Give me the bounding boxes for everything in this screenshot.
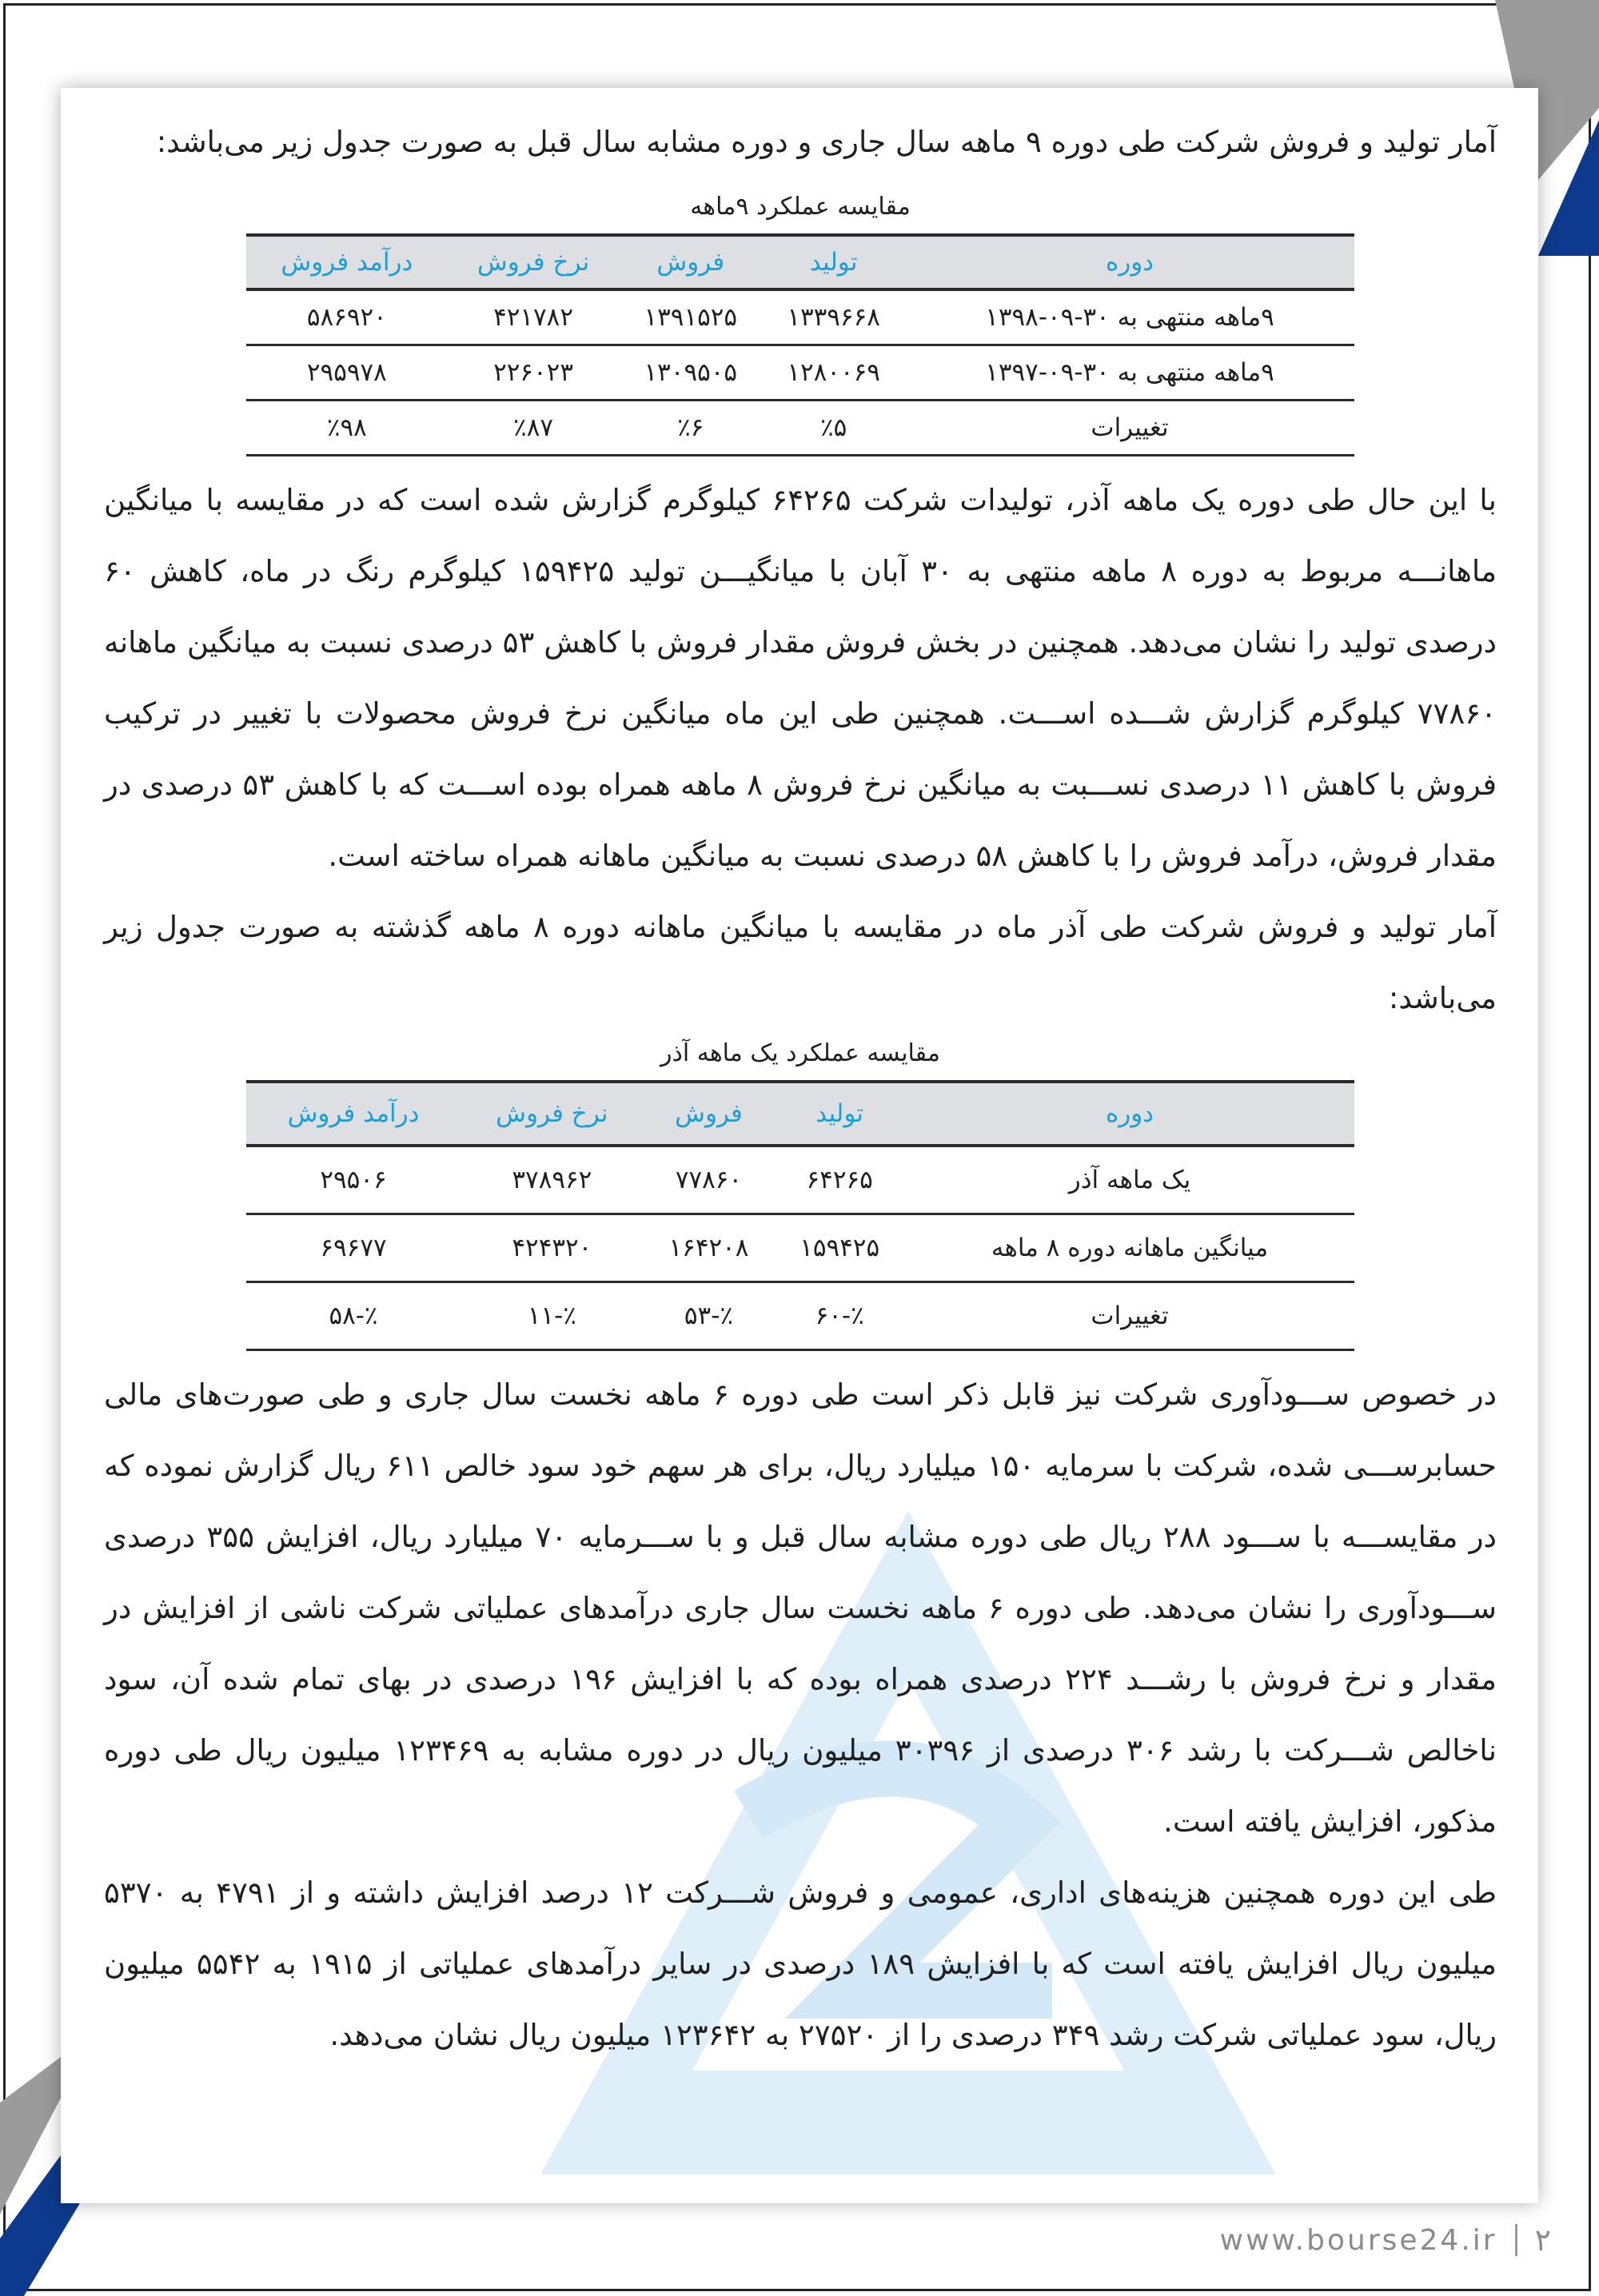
table-row	[246, 401, 1354, 456]
table-cell: یک ماهه آذر	[905, 1146, 1354, 1214]
footer-divider	[1515, 2224, 1517, 2256]
document-page	[61, 88, 1538, 2203]
table1-header-production: تولید	[762, 235, 905, 289]
table-cell: ۱۳۰۹۵۰۵	[619, 345, 762, 401]
page-number: ۲	[1534, 2222, 1551, 2258]
table-cell: ۴۲۱۷۸۲	[448, 289, 620, 345]
table2-header-rate: نرخ فروش	[461, 1082, 644, 1146]
page-content	[104, 120, 1497, 2071]
table-cell: ٪-۱۱	[461, 1282, 644, 1350]
azar-production-paragraph: با این حال طی دوره یک ماهه آذر، تولیدات شرکت ۶۴۲۶۵ کیلوگرم گزارش شده است که در مقایسه با میانگین ماهانـــه مربوط به دوره ۸ ماهه منتهی به ۳۰ آبان با میانگیـــن تولید ۱۵۹۴۲۵ کیلوگرم رنگ در ماه، کاهش ۶۰ درصدی تولید را نشان می‌دهد. همچنین در بخش فروش مقدار فروش با کاهش ۵۳ درصدی نسبت به میانگین ماهانه ۷۷۸۶۰ کیلوگرم گزارش شـــده اســـت. همچنین طی این ماه میانگین نرخ فروش محصولات با تغییر در ترکیب فروش با کاهش ۱۱ درصدی نســـبت به میانگین نرخ فروش ۸ ماهه همراه بوده اســـت که با کاهش ۵۳ درصدی در مقدار فروش، درآمد فروش را با کاهش ۵۸ درصدی نسبت به میانگین ماهانه همراه ساخته است.	[104, 483, 1497, 873]
table1-header-rate: نرخ فروش	[448, 235, 620, 289]
table2-header-production: تولید	[774, 1082, 905, 1146]
table1-caption: مقایسه عملکرد ۹ماهه	[690, 193, 911, 221]
table-cell: ۱۳۳۹۶۶۸	[762, 289, 905, 345]
table-row	[246, 1146, 1354, 1214]
table-cell: ۵۸۶۹۲۰	[246, 289, 448, 345]
table1-header-sales: فروش	[619, 235, 762, 289]
table2-header-period: دوره	[905, 1082, 1354, 1146]
table-cell: ۱۳۹۱۵۲۵	[619, 289, 762, 345]
table-cell: ٪-۶۰	[774, 1282, 905, 1350]
intro-paragraph: آمار تولید و فروش شرکت طی دوره ۹ ماهه سال جاری و دوره مشابه سال قبل به صورت جدول زیر می‌باشد:	[156, 125, 1497, 159]
table-cell: ٪۶	[619, 401, 762, 456]
table2-header-sales: فروش	[644, 1082, 775, 1146]
table-cell: ۱۲۸۰۰۶۹	[762, 345, 905, 401]
table-row	[246, 345, 1354, 401]
table-row	[246, 1282, 1354, 1350]
table-cell: ۹ماهه منتهی به ۳۰-۰۹-۱۳۹۸	[905, 289, 1354, 345]
table2-header-row	[246, 1082, 1354, 1146]
table-cell: ۹ماهه منتهی به ۳۰-۰۹-۱۳۹۷	[905, 345, 1354, 401]
table-cell: میانگین ماهانه دوره ۸ ماهه	[905, 1214, 1354, 1282]
profitability-paragraph: در خصوص ســـودآوری شرکت نیز قابل ذکر است طی دوره ۶ ماهه نخست سال جاری و طی صورت‌های مالی حسابرســـی شده، شرکت با سرمایه ۱۵۰ میلیارد ریال، برای هر سهم خود سود خالص ۶۱۱ ریال گزارش نموده که در مقایســـه با ســـود ۲۸۸ ریال طی دوره مشابه سال قبل و با ســـرمایه ۷۰ میلیارد ریال، افزایش ۳۵۵ درصدی ســـودآوری را نشان می‌دهد. طی دوره ۶ ماهه نخست سال جاری درآمدهای عملیاتی شرکت ناشی از افزایش در مقدار و نرخ فروش با رشـــد ۲۲۴ درصدی همراه بوده که با افزایش ۱۹۶ درصدی در بهای تمام شده آن، سود ناخالص شـــرکت با رشد ۳۰۶ درصدی از ۳۰۳۹۶ میلیون ریال در دوره مشابه به ۱۲۳۴۶۹ میلیون ریال طی دوره مذکور، افزایش یافته است.	[104, 1377, 1497, 1839]
table-cell: ۶۹۶۷۷	[246, 1214, 461, 1282]
table-cell: ۲۲۶۰۲۳	[448, 345, 620, 401]
table-row	[246, 1214, 1354, 1282]
table2-caption: مقایسه عملکرد یک ماهه آذر	[660, 1039, 940, 1067]
table1-header-revenue: درآمد فروش	[246, 235, 448, 289]
table-cell: ٪۹۸	[246, 401, 448, 456]
table-row	[246, 289, 1354, 345]
table-cell: ۳۷۸۹۶۲	[461, 1146, 644, 1214]
table-cell: ۱۵۹۴۲۵	[774, 1214, 905, 1282]
table-cell: ۴۲۴۳۲۰	[461, 1214, 644, 1282]
page-footer	[1220, 2222, 1551, 2258]
expenses-paragraph: طی این دوره همچنین هزینه‌های اداری، عمومی و فروش شـــرکت ۱۲ درصد افزایش داشته و از ۴۷۹۱ به ۵۳۷۰ میلیون ریال افزایش یافته است که با افزایش ۱۸۹ درصدی در سایر درآمدهای عملیاتی از ۱۹۱۵ به ۵۵۴۲ میلیون ریال، سود عملیاتی شرکت رشد ۳۴۹ درصدی را از ۲۷۵۲۰ به ۱۲۳۶۴۲ میلیون ریال نشان می‌دهد.	[104, 1875, 1497, 2052]
table1-header-row	[246, 235, 1354, 289]
table-cell: ۲۹۵۹۷۸	[246, 345, 448, 401]
table-cell: ٪-۵۸	[246, 1282, 461, 1350]
website-link[interactable]: www.bourse24.ir	[1219, 2223, 1497, 2257]
table-cell: ٪۸۷	[448, 401, 620, 456]
table-cell: تغییرات	[905, 401, 1354, 456]
table-cell: ۱۶۴۲۰۸	[644, 1214, 775, 1282]
table-cell: ٪۵	[762, 401, 905, 456]
table-cell: تغییرات	[905, 1282, 1354, 1350]
table2-intro-paragraph: آمار تولید و فروش شرکت طی آذر ماه در مقایسه با میانگین ماهانه دوره ۸ ماهه گذشته به صورت جدول زیر می‌باشد:	[104, 910, 1497, 1015]
table-cell: ٪-۵۳	[644, 1282, 775, 1350]
nine-month-comparison-table	[246, 233, 1354, 456]
table2-header-revenue: درآمد فروش	[246, 1082, 461, 1146]
azar-comparison-table	[246, 1080, 1354, 1351]
table-cell: ۲۹۵۰۶	[246, 1146, 461, 1214]
table-cell: ۷۷۸۶۰	[644, 1146, 775, 1214]
table1-header-period: دوره	[905, 235, 1354, 289]
table-cell: ۶۴۲۶۵	[774, 1146, 905, 1214]
